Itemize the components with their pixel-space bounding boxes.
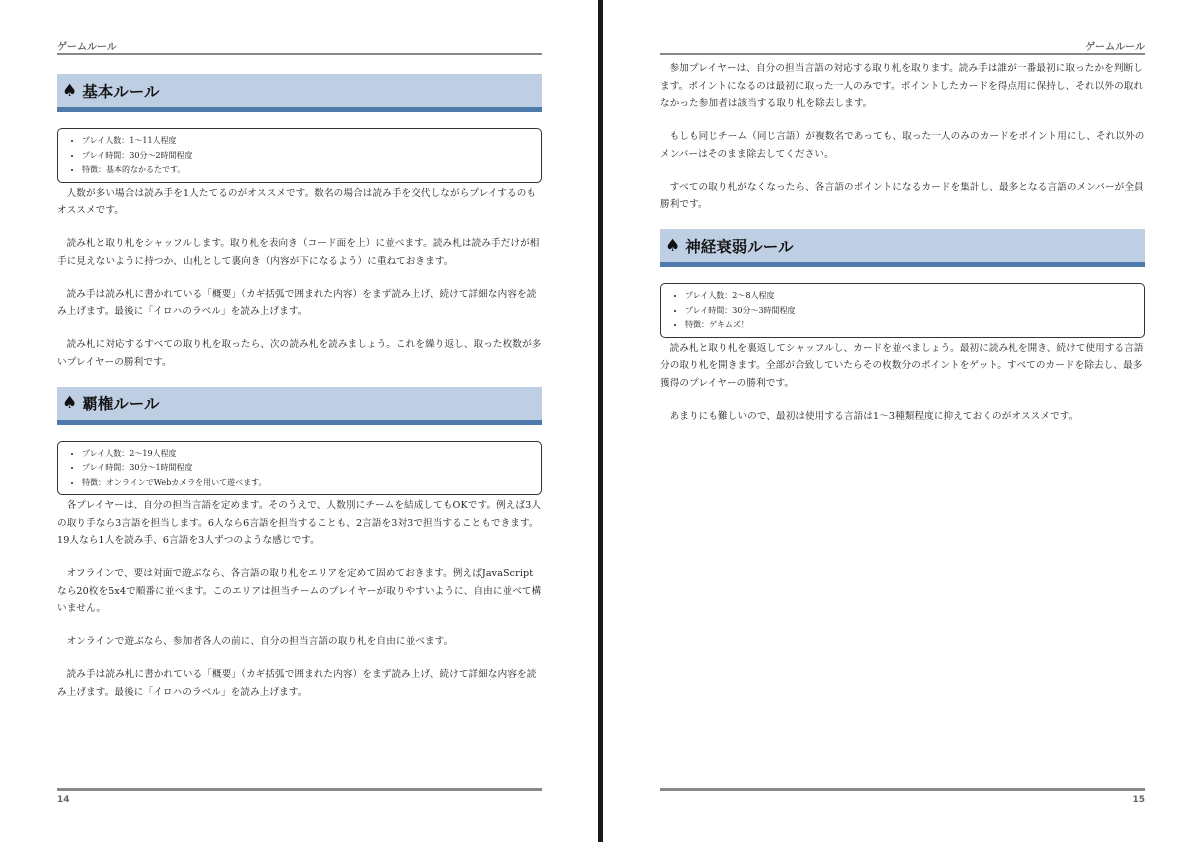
- footer-rule: [57, 788, 542, 791]
- paragraph: 読み手は読み札に書かれている「概要」（カギ括弧で囲まれた内容）をまず読み上げ、続けて詳細な内容を読み上げます。最後に「イロハのラベル」を読み上げます。: [57, 669, 537, 698]
- rule-summary-box: [660, 283, 1145, 338]
- page-number: 15: [1132, 795, 1145, 805]
- paragraph: オフラインで、要は対面で遊ぶなら、各言語の取り札をエリアを定めて固めておきます。例えばJavaScriptなら20枚を5x4で順番に並べます。このエリアは担当チームのプレイヤーが取りやすいように、自由に並べて構いません。: [57, 568, 542, 614]
- paragraph: 参加プレイヤーは、自分の担当言語の対応する取り札を取ります。読み手は誰が一番最初に取ったかを判断します。ポイントになるのは最初に取った一人のみです。ポイントしたカードを得点用に保持し、それ以外の取れなかった参加者は該当する取り札を除去します。: [660, 63, 1144, 109]
- paragraph: 各プレイヤーは、自分の担当言語を定めます。そのうえで、人数別にチームを結成してもOKです。例えば3人の取り手なら3言語を担当します。6人なら6言語を担当することも、2言語を3対3で担当することもできます。19人なら1人を読み手、6言語を3人ずつのような感じです。: [57, 500, 542, 546]
- paragraph: すべての取り札がなくなったら、各言語のポイントになるカードを集計し、最多となる言語のメンバーが全員勝利です。: [660, 181, 1144, 210]
- left-page: [0, 0, 598, 842]
- spade-icon: ♠: [665, 235, 681, 256]
- paragraph: 人数が多い場合は読み手を1人たてるのがオススメです。数名の場合は読み手を交代しながらプレイするのもオススメです。: [57, 187, 537, 216]
- right-page-content: [660, 60, 1145, 441]
- summary-item: • 特徴：オンラインでWebカメラを用いて遊べます。: [82, 476, 533, 491]
- running-header: ゲームルール: [57, 38, 542, 55]
- summary-item: • 特徴：基本的なかるたです。: [82, 163, 533, 178]
- section-heading-memory-rule: [660, 229, 1145, 267]
- section-heading-hegemony-rule: [57, 387, 542, 425]
- summary-item: • プレイ時間：30分〜2時間程度: [82, 149, 533, 164]
- paragraph: 読み手は読み札に書かれている「概要」（カギ括弧で囲まれた内容）をまず読み上げ、続けて詳細な内容を読み上げます。最後に「イロハのラベル」を読み上げます。: [57, 288, 537, 317]
- summary-item: • プレイ人数：2〜8人程度: [685, 289, 1136, 304]
- right-page: [603, 0, 1201, 842]
- footer-rule: [660, 788, 1145, 791]
- rule-summary-box: [57, 128, 542, 183]
- summary-item: • プレイ人数：1〜11人程度: [82, 134, 533, 149]
- summary-item: • プレイ時間：30分〜1時間程度: [82, 461, 533, 476]
- spade-icon: ♠: [62, 393, 78, 413]
- summary-item: • プレイ時間：30分〜3時間程度: [685, 304, 1136, 319]
- section-title: 神経衰弱ルール: [685, 237, 794, 256]
- page-number: 14: [57, 795, 70, 805]
- summary-item: • プレイ人数：2〜19人程度: [82, 447, 533, 462]
- running-header: ゲームルール: [660, 38, 1145, 55]
- rule-summary-box: [57, 441, 542, 496]
- section-heading-basic-rule: [57, 74, 542, 112]
- spade-icon: ♠: [62, 80, 78, 101]
- paragraph: 読み札に対応するすべての取り札を取ったら、次の読み札を読みましょう。これを繰り返し、取った枚数が多いプレイヤーの勝利です。: [57, 339, 542, 368]
- left-page-content: [57, 74, 542, 717]
- paragraph: もしも同じチーム（同じ言語）が複数名であっても、取った一人のみのカードをポイント用にし、それ以外のメンバーはそのまま除去してください。: [660, 131, 1145, 160]
- paragraph: 読み札と取り札を裏返してシャッフルし、カードを並べましょう。最初に読み札を開き、続けて使用する言語分の取り札を開きます。全部が合致していたらその枚数分のポイントをゲット。すべてのカードを除去し、最多獲得のプレイヤーの勝利です。: [660, 342, 1144, 389]
- paragraph: あまりにも難しいので、最初は使用する言語は1〜3種類程度に抑えておくのがオススメです。: [669, 410, 1079, 422]
- section-title: 覇権ルール: [82, 395, 160, 413]
- section-title: 基本ルール: [82, 82, 160, 101]
- paragraph: 読み札と取り札をシャッフルします。取り札を表向き（コード面を上）に並べます。読み札は読み手だけが相手に見えないように持つか、山札として裏向き（内容が下になるよう）に重ねておきます。: [57, 238, 540, 267]
- summary-item: • 特徴：ゲキムズ！: [685, 318, 1136, 333]
- paragraph: オンラインで遊ぶなら、参加者各人の前に、自分の担当言語の取り札を自由に並べます。: [66, 636, 454, 647]
